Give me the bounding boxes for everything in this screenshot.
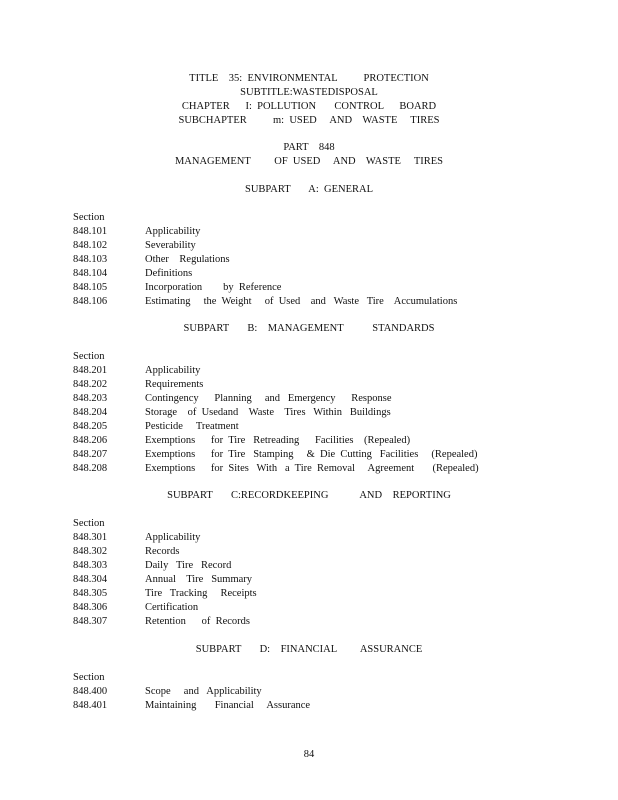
- toc-row: [73, 531, 593, 545]
- section-number: 848.305: [73, 588, 108, 599]
- section-number: 848.202: [73, 379, 108, 390]
- section-title: Maintaining Financial Assurance: [145, 700, 311, 711]
- section-title: Tire Tracking Receipts: [145, 588, 257, 599]
- toc-row: [73, 573, 593, 587]
- section-number: 848.301: [73, 532, 108, 543]
- section-number: 848.400: [73, 686, 108, 697]
- part-number: PART 848: [283, 142, 335, 153]
- section-number: 848.101: [73, 226, 108, 237]
- toc-row: [73, 545, 593, 559]
- part-name: MANAGEMENT OF USED AND WASTE TIRES: [174, 156, 444, 167]
- title-line: TITLE 35: ENVIRONMENTAL PROTECTION: [189, 73, 429, 84]
- section-title: Estimating the Weight of Used and Waste Tire Accumulations: [145, 296, 458, 307]
- section-label: Section: [73, 672, 105, 683]
- section-title: Requirements: [145, 379, 204, 390]
- section-title: Other Regulations: [145, 254, 230, 265]
- subpart-a-toc: [73, 211, 593, 309]
- toc-row: [73, 378, 593, 392]
- section-number: 848.306: [73, 602, 108, 613]
- section-title: Daily Tire Record: [145, 560, 232, 571]
- subpart-a-heading: SUBPART A: GENERAL: [244, 184, 374, 195]
- section-number: 848.208: [73, 463, 108, 474]
- subpart-b-toc: [73, 350, 593, 476]
- toc-row: [73, 462, 593, 476]
- section-number: 848.205: [73, 421, 108, 432]
- section-number: 848.103: [73, 254, 108, 265]
- section-number: 848.204: [73, 407, 108, 418]
- section-title: Exemptions for Tire Stamping & Die Cutting Facilities (Repealed): [145, 449, 478, 460]
- section-number: 848.104: [73, 268, 108, 279]
- toc-row: [73, 406, 593, 420]
- section-number: 848.207: [73, 449, 108, 460]
- subtitle-line: SUBTITLE:WASTEDISPOSAL: [240, 87, 378, 98]
- toc-row: [73, 420, 593, 434]
- section-number: 848.303: [73, 560, 108, 571]
- section-title: Certification: [145, 602, 199, 613]
- section-title: Storage of Usedand Waste Tires Within Buildings: [145, 407, 391, 418]
- section-number: 848.105: [73, 282, 108, 293]
- toc-row: [73, 434, 593, 448]
- toc-row: [73, 699, 593, 713]
- toc-row: [73, 267, 593, 281]
- toc-row: [73, 281, 593, 295]
- page-number: 84: [303, 749, 315, 760]
- toc-row: [73, 253, 593, 267]
- section-title: Records: [145, 546, 180, 557]
- section-title: Scope and Applicability: [145, 686, 262, 697]
- toc-row: [73, 559, 593, 573]
- subpart-c-toc: [73, 517, 593, 629]
- toc-row: [73, 685, 593, 699]
- toc-row: [73, 239, 593, 253]
- subchapter-line: SUBCHAPTER m: USED AND WASTE TIRES: [178, 115, 440, 126]
- section-number: 848.302: [73, 546, 108, 557]
- section-title: Annual Tire Summary: [145, 574, 253, 585]
- section-label: Section: [73, 351, 105, 362]
- section-title: Applicability: [145, 226, 201, 237]
- section-number: 848.401: [73, 700, 108, 711]
- toc-row: [73, 225, 593, 239]
- section-title: Applicability: [145, 365, 201, 376]
- section-title: Pesticide Treatment: [145, 421, 239, 432]
- section-label: Section: [73, 518, 105, 529]
- section-title: Definitions: [145, 268, 193, 279]
- section-number: 848.304: [73, 574, 108, 585]
- chapter-line: CHAPTER I: POLLUTION CONTROL BOARD: [181, 101, 437, 112]
- section-title: Retention of Records: [145, 616, 250, 627]
- section-number: 848.307: [73, 616, 108, 627]
- section-number: 848.201: [73, 365, 108, 376]
- section-title: Applicability: [145, 532, 201, 543]
- section-title: Severability: [145, 240, 196, 251]
- section-title: Exemptions for Tire Retreading Facilities (Repealed): [145, 435, 411, 446]
- section-label: Section: [73, 212, 105, 223]
- toc-row: [73, 587, 593, 601]
- subpart-d-toc: [73, 671, 593, 713]
- toc-row: [73, 448, 593, 462]
- subpart-b-heading: SUBPART B: MANAGEMENT STANDARDS: [183, 323, 435, 334]
- section-number: 848.203: [73, 393, 108, 404]
- section-title: Incorporation by Reference: [145, 282, 282, 293]
- toc-row: [73, 364, 593, 378]
- toc-row: [73, 601, 593, 615]
- section-title: Contingency Planning and Emergency Response: [145, 393, 392, 404]
- section-number: 848.102: [73, 240, 108, 251]
- toc-row: [73, 615, 593, 629]
- section-title: Exemptions for Sites With a Tire Removal Agreement (Repealed): [145, 463, 479, 474]
- section-number: 848.206: [73, 435, 108, 446]
- subpart-d-heading: SUBPART D: FINANCIAL ASSURANCE: [195, 644, 423, 655]
- section-number: 848.106: [73, 296, 108, 307]
- subpart-c-heading: SUBPART C:RECORDKEEPING AND REPORTING: [167, 490, 451, 501]
- toc-row: [73, 295, 593, 309]
- toc-row: [73, 392, 593, 406]
